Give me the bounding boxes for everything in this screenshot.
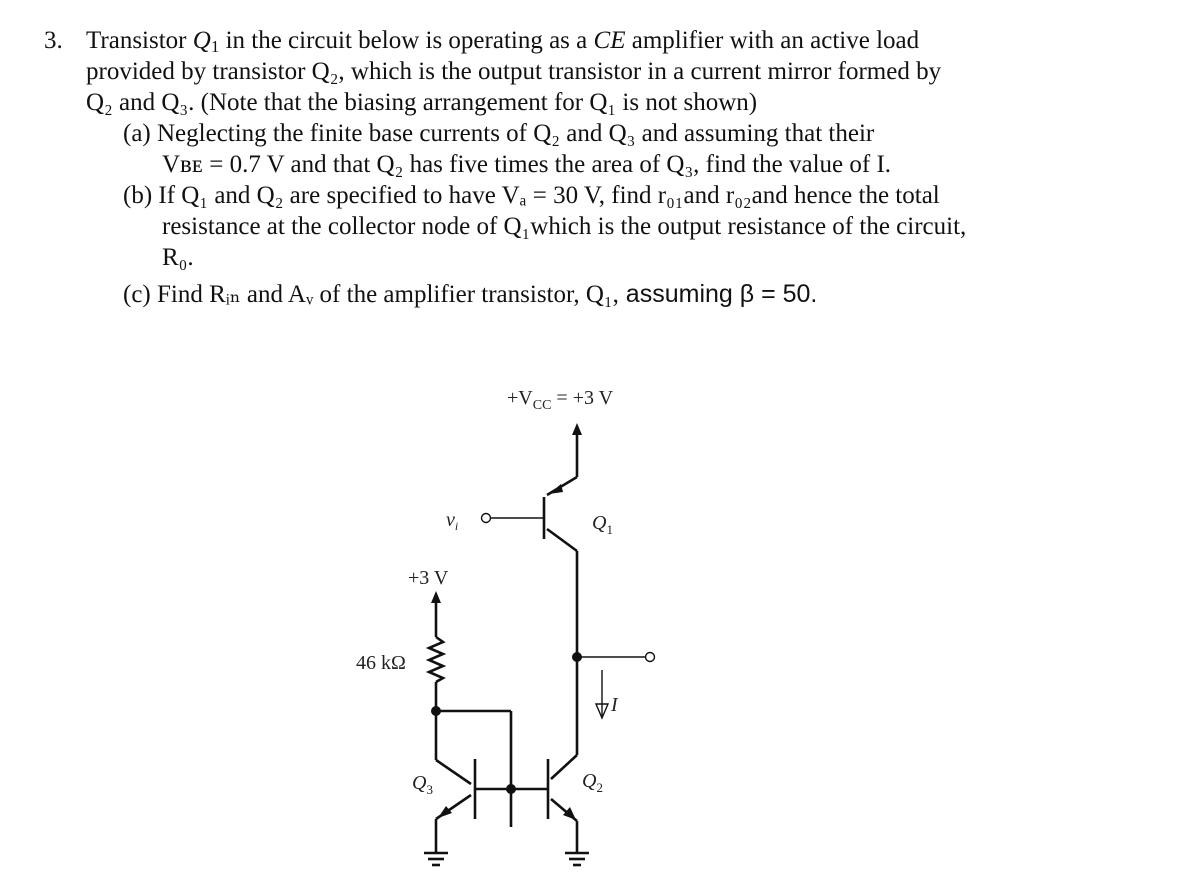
input-terminal <box>482 514 491 523</box>
current-label: I <box>611 694 618 716</box>
resistor-label: 46 kΩ <box>356 652 406 674</box>
part-b-line-2: resistance at the collector node of Q₁which is the output resistance of the circuit, <box>162 213 967 240</box>
part-b-line-1: (b) If Q₁ and Q₂ are specified to have Vₐ = 30 V, find r₀₁and r₀₂and hence the total <box>123 182 940 209</box>
intro-line-3: Q₂ and Q₃. (Note that the biasing arrangement for Q₁ is not shown) <box>86 89 758 116</box>
q1-emitter-arrow-icon <box>549 484 563 494</box>
output-terminal <box>646 653 655 662</box>
part-c-line-1: (c) Find Rᵢₙ and Aᵥ of the amplifier transistor, Q₁, assuming β = 50. <box>123 280 818 308</box>
supply-label: $+V_{CC} = +3$ V <box>507 387 614 413</box>
resistor-46k-icon <box>429 637 443 682</box>
q2-collector <box>551 755 577 779</box>
q3-collector <box>436 760 471 784</box>
q3-emitter-arrow-icon <box>438 806 452 818</box>
vcc-arrow-icon <box>572 423 582 435</box>
q3-label: $Q_3$ <box>412 772 433 797</box>
part-a-line-2: Vʙᴇ = 0.7 V and that Q₂ has five times the area of Q₃, find the value of I. <box>162 151 892 178</box>
part-b-line-3: R₀. <box>162 244 194 271</box>
q2-label: $Q_2$ <box>582 770 603 795</box>
q1-collector <box>547 529 577 551</box>
mirror-supply-label: +3 V <box>408 567 449 589</box>
intro-line-2: provided by transistor Q₂, which is the output transistor in a current mirror formed by <box>86 58 942 85</box>
problem-number: 3. <box>44 27 63 54</box>
intro-line-1: Transistor $Q_1$ in the circuit below is operating as a CE amplifier with an active load <box>86 27 920 56</box>
circuit-diagram <box>340 375 680 890</box>
input-label: $v_i$ <box>446 509 459 533</box>
part-a-line-1: (a) Neglecting the finite base currents of Q₂ and Q₃ and assuming that their <box>123 120 875 147</box>
base-node-dot <box>506 784 516 794</box>
q2-emitter-arrow-icon <box>563 807 576 820</box>
q1-label: $Q_1$ <box>592 512 613 537</box>
